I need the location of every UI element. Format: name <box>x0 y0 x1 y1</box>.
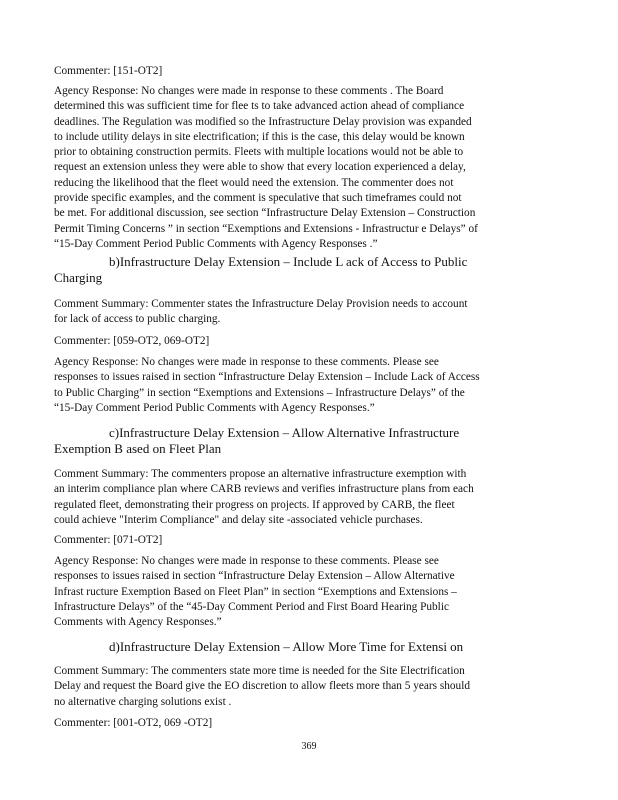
page-number: 369 <box>301 741 317 752</box>
text-line: Infrast ructure Exemption Based on Fleet Plan” in section “Exemptions and Extensions – <box>54 585 457 598</box>
text-line: no alternative charging solutions exist . <box>54 695 232 708</box>
text-line: to include utility delays in site electrification; if this is the case, this delay would be known <box>54 130 465 143</box>
text-line: responses to issues raised in section “Infrastructure Delay Extension – Include Lack of Access <box>54 371 480 384</box>
commenter-line <box>54 334 554 349</box>
text-line: deadlines. The Regulation was modified so the Infrastructure Delay provision was expanded <box>54 115 472 128</box>
text-line: Agency Response: No changes were made in response to these comments. Please see <box>54 356 439 368</box>
commenter-line <box>54 716 554 731</box>
text-line: regulated fleet, demonstrating their progress on projects. If approved by CARB, the fleet <box>54 498 455 511</box>
heading-line: c)Infrastructure Delay Extension – Allow Alternative Infrastructure <box>109 425 460 440</box>
text-line: responses to issues raised in section “Infrastructure Delay Extension – Allow Alternative <box>54 570 455 583</box>
section-heading-c <box>54 425 554 458</box>
heading-line: Exemption B ased on Fleet Plan <box>54 441 222 457</box>
agency-response-paragraph <box>54 84 554 252</box>
text-line: determined this was sufficient time for flee ts to take advanced action ahead of compliance <box>54 100 465 113</box>
agency-response-paragraph <box>54 554 554 630</box>
text-line: Infrastructure Delays” of the “45-Day Comment Period and First Board Hearing Public <box>54 600 449 613</box>
comment-summary-paragraph <box>54 664 554 710</box>
text-line: Commenter: [151-OT2] <box>54 65 163 77</box>
text-line: request an extension unless they were able to show that every location experienced a delay, <box>54 161 466 174</box>
text-line: Agency Response: No changes were made in response to these comments . The Board <box>54 85 444 97</box>
text-line: “15-Day Comment Period Public Comments with Agency Responses .” <box>54 237 378 250</box>
heading-line: b)Infrastructure Delay Extension – Include L ack of Access to Public <box>109 254 468 269</box>
section-heading-d <box>54 639 554 655</box>
comment-summary-paragraph <box>54 467 554 528</box>
commenter-line <box>54 533 554 548</box>
text-line: for lack of access to public charging. <box>54 313 221 326</box>
commenter-line <box>54 64 554 79</box>
text-line: could achieve "Interim Compliance" and delay site -associated vehicle purchases. <box>54 513 423 526</box>
heading-line: Charging <box>54 270 103 286</box>
text-line: Comment Summary: The commenters state more time is needed for the Site Electrification <box>54 665 465 677</box>
text-line: Delay and request the Board give the EO discretion to allow fleets more than 5 years should <box>54 680 470 693</box>
text-line: provide specific examples, and the comment is speculative that such timeframes could not <box>54 192 462 205</box>
text-line: be met. For additional discussion, see section “Infrastructure Delay Extension – Construction <box>54 207 476 220</box>
text-line: “15-Day Comment Period Public Comments with Agency Responses.” <box>54 401 375 414</box>
text-line: prior to obtaining construction permits. Fleets with multiple locations would not be able to <box>54 146 464 159</box>
text-line: Commenter: [059-OT2, 069-OT2] <box>54 335 210 347</box>
text-line: Agency Response: No changes were made in response to these comments. Please see <box>54 555 439 567</box>
text-line: reducing the likelihood that the fleet would need the extension. The commenter does not <box>54 176 454 189</box>
section-heading-b <box>54 254 554 287</box>
text-line: to Public Charging” in section “Exemptions and Extensions – Infrastructure Delays” of the <box>54 386 465 399</box>
text-line: Commenter: [071-OT2] <box>54 534 163 546</box>
text-line: Comments with Agency Responses.” <box>54 616 222 629</box>
agency-response-paragraph <box>54 355 554 416</box>
heading-line: d)Infrastructure Delay Extension – Allow More Time for Extensi on <box>109 639 464 654</box>
text-line: an interim compliance plan where CARB reviews and verifies infrastructure plans from each <box>54 483 474 496</box>
comment-summary-paragraph <box>54 297 554 328</box>
text-line: Comment Summary: Commenter states the Infrastructure Delay Provision needs to account <box>54 298 468 310</box>
text-line: Comment Summary: The commenters propose an alternative infrastructure exemption with <box>54 468 467 480</box>
text-line: Permit Timing Concerns ” in section “Exemptions and Extensions - Infrastructur e Delays” of <box>54 222 478 235</box>
text-line: Commenter: [001-OT2, 069 -OT2] <box>54 717 213 729</box>
